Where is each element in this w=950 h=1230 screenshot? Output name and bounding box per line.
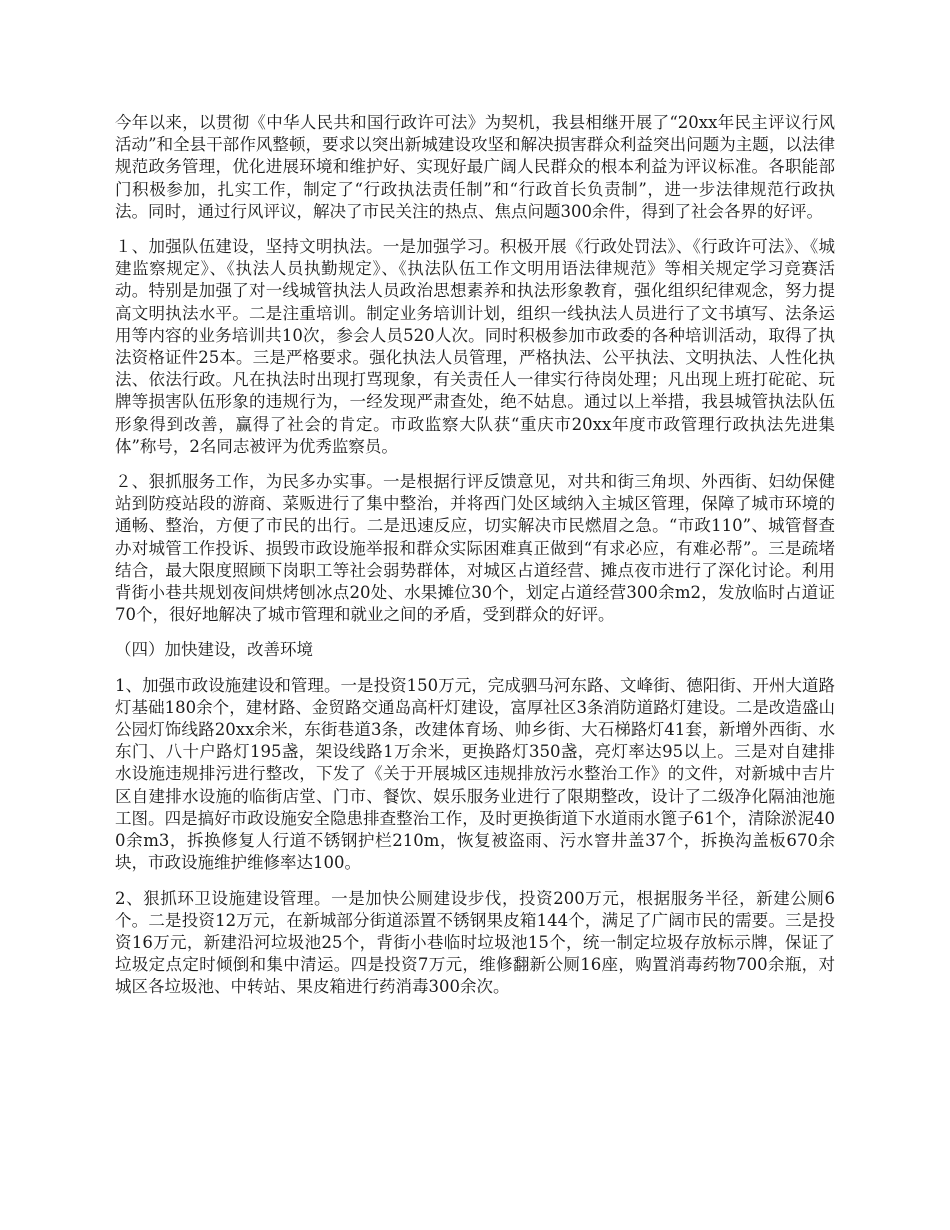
paragraph-intro: 今年以来，以贯彻《中华人民共和国行政许可法》为契机，我县相继开展了“20xx年民主评议行风活动”和全县干部作风整顿，要求以突出新城建设攻坚和解决损害群众利益突出问题为主题，以法律规范政务管理，优化进展环境和维护好、实现好最广阔人民群众的根本利益为评议标准。各职能部门积极参加，扎实工作，制定了“行政执法责任制”和“行政首长负责制”，进一步法律规范行政执法。同时，通过行风评议，解决了市民关注的热点、焦点问题300余件，得到了社会各界的好评。: [115, 113, 835, 221]
document-body: [115, 112, 835, 1012]
paragraph-team-building: １、加强队伍建设，坚持文明执法。一是加强学习。积极开展《行政处罚法》、《行政许可法》、《城建监察规定》、《执法人员执勤规定》、《执法队伍工作文明用语法律规范》等相关规定学习竞赛活动。特别是加强了对一线城管执法人员政治思想素养和执法形象教育，强化组织纪律观念，努力提高文明执法水平。二是注重培训。制定业务培训计划，组织一线执法人员进行了文书填写、法条运用等内容的业务培训共10次，参会人员520人次。同时积极参加市政委的各种培训活动，取得了执法资格证件25本。三是严格要求。强化执法人员管理，严格执法、公平执法、文明执法、人性化执法、依法行政。凡在执法时出现打骂现象，有关责任人一律实行待岗处理；凡出现上班打砣砣、玩牌等损害队伍形象的违规行为，一经发现严肃查处，绝不姑息。通过以上举措，我县城管执法队伍形象得到改善，赢得了社会的肯定。市政监察大队获“重庆市20xx年度市政管理行政执法先进集体”称号，2名同志被评为优秀监察员。: [115, 237, 835, 456]
paragraph-sanitation-facilities: 2、狠抓环卫设施建设管理。一是加快公厕建设步伐，投资200万元，根据服务半径，新建公厕6个。二是投资12万元，在新城部分街道添置不锈钢果皮箱144个，满足了广阔市民的需要。三是投资16万元，新建沿河垃圾池25个，背街小巷临时垃圾池15个，统一制定垃圾存放标示牌，保证了垃圾定点定时倾倒和集中清运。四是投资7万元，维修翻新公厕16座，购置消毒药物700余瓶，对城区各垃圾池、中转站、果皮箱进行药消毒300余次。: [115, 888, 835, 997]
section-heading-construction: （四）加快建设，改善环境: [115, 640, 313, 660]
paragraph-service-work: ２、狠抓服务工作，为民多办实事。一是根据行评反馈意见，对共和街三角坝、外西街、妇幼保健站到防疫站段的游商、菜贩进行了集中整治，并将西门处区域纳入主城区管理，保障了城市环境的通畅、整治，方便了市民的出行。二是迅速反应，切实解决市民燃眉之急。“市政110”、城管督查办对城管工作投诉、损毁市政设施举报和群众实际困难真正做到“有求必应，有难必帮”。三是疏堵结合，最大限度照顾下岗职工等社会弱势群体，对城区占道经营、摊点夜市进行了深化讨论。利用背街小巷共规划夜间烘烤刨冰点20处、水果摊位30个，划定占道经营300余m2，发放临时占道证70个，很好地解决了城市管理和就业之间的矛盾，受到群众的好评。: [115, 472, 835, 625]
paragraph-municipal-facilities: 1、加强市政设施建设和管理。一是投资150万元，完成驷马河东路、文峰街、德阳街、开州大道路灯基础180余个，建材路、金贸路交通岛高杆灯建设，富厚社区3条消防道路灯建设。二是改造盛山公园灯饰线路20xx余米，东街巷道3条，改建体育场、帅乡街、大石梯路灯41套，新增外西街、水东门、八十户路灯195盏，架设线路1万余米，更换路灯350盏，亮灯率达95以上。三是对自建排水设施违规排污进行整改，下发了《关于开展城区违规排放污水整治工作》的文件，对新城中吉片区自建排水设施的临街店堂、门市、餐饮、娱乐服务业进行了限期整改，设计了二级净化隔油池施工图。四是搞好市政设施安全隐患排查整治工作，及时更换街道下水道雨水篦子61个，清除淤泥400余m3，拆换修复人行道不锈钢护栏210m，恢复被盗雨、污水窨井盖37个，拆换沟盖板670余块，市政设施维护维修率达100。: [115, 675, 835, 873]
